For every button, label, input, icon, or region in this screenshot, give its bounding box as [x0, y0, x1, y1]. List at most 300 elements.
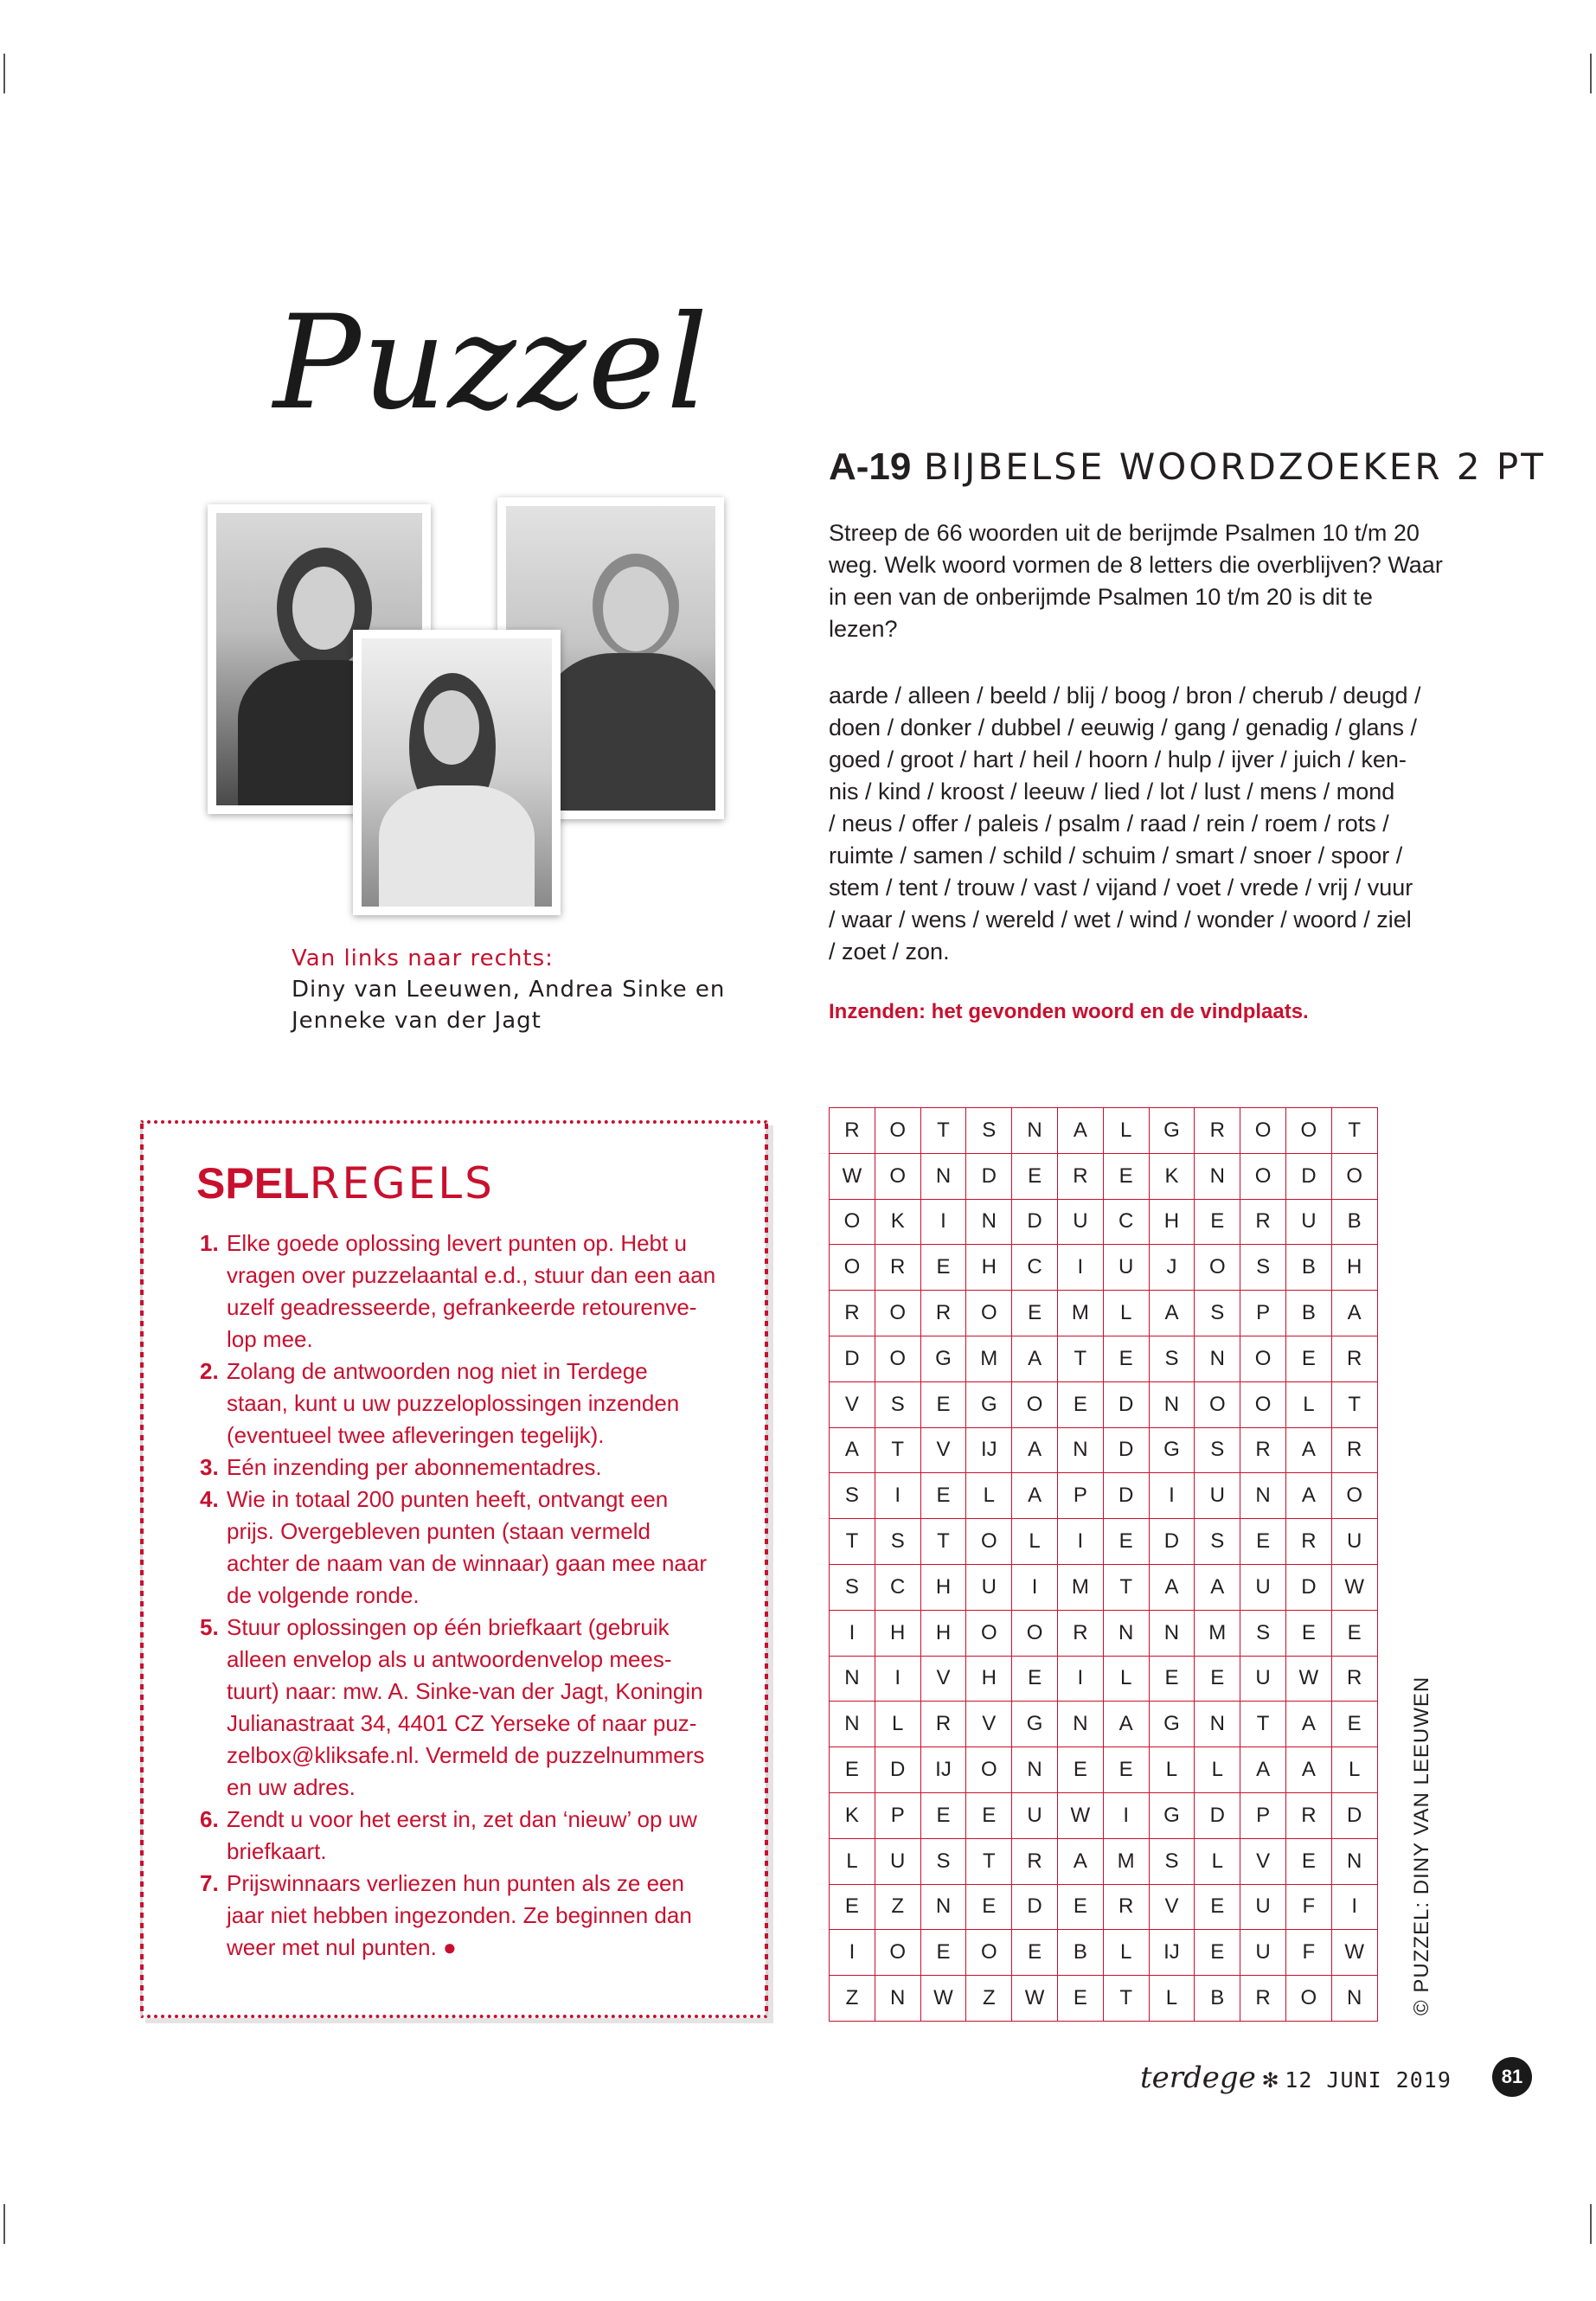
rule-number: 3. [200, 1454, 219, 1480]
grid-cell[interactable]: O [875, 1108, 920, 1154]
grid-cell[interactable]: P [1057, 1473, 1103, 1519]
grid-cell[interactable]: E [1057, 1747, 1103, 1793]
crop-mark [3, 54, 5, 93]
grid-cell[interactable]: W [1331, 1564, 1377, 1610]
grid-cell[interactable]: L [1012, 1519, 1058, 1565]
grid-cell[interactable]: D [1195, 1792, 1240, 1838]
grid-cell[interactable]: H [875, 1610, 920, 1656]
grid-cell[interactable]: D [1149, 1519, 1195, 1565]
grid-cell[interactable]: D [875, 1747, 920, 1793]
grid-cell[interactable]: L [1103, 1291, 1149, 1336]
grid-cell[interactable]: V [966, 1702, 1012, 1747]
grid-cell[interactable]: D [1331, 1792, 1377, 1838]
grid-cell[interactable]: T [1103, 1564, 1149, 1610]
grid-cell[interactable]: U [1240, 1656, 1286, 1702]
grid-cell[interactable]: R [1103, 1884, 1149, 1930]
grid-cell[interactable]: S [1149, 1838, 1195, 1884]
rule-text-line: achter de naam van de winnaar) gaan mee naar [227, 1550, 708, 1576]
grid-cell[interactable]: T [1103, 1976, 1149, 2022]
grid-cell[interactable]: O [966, 1930, 1012, 1976]
grid-cell[interactable]: O [1285, 1108, 1331, 1154]
grid-cell[interactable]: S [1195, 1291, 1240, 1336]
grid-cell[interactable]: IJ [920, 1747, 966, 1793]
grid-cell[interactable]: I [1103, 1792, 1149, 1838]
puzzle-credit: © PUZZEL: DINY VAN LEEUWEN [1410, 1676, 1433, 2016]
grid-cell[interactable]: S [1149, 1336, 1195, 1381]
grid-cell[interactable]: G [1149, 1427, 1195, 1473]
grid-cell[interactable]: U [1240, 1564, 1286, 1610]
page-footer [1140, 2061, 1452, 2095]
grid-cell[interactable]: D [1012, 1884, 1058, 1930]
rule-item [200, 1227, 719, 1356]
grid-row [830, 1519, 1378, 1565]
grid-cell[interactable]: L [1103, 1930, 1149, 1976]
grid-cell[interactable]: N [875, 1976, 920, 2022]
grid-cell[interactable]: V [830, 1381, 875, 1427]
grid-cell[interactable]: I [1057, 1656, 1103, 1702]
grid-cell[interactable]: O [1195, 1245, 1240, 1291]
grid-cell[interactable]: E [830, 1747, 875, 1793]
crop-mark [3, 2204, 5, 2244]
grid-cell[interactable]: S [1195, 1519, 1240, 1565]
grid-cell[interactable]: L [1149, 1976, 1195, 2022]
rule-text-line: staan, kunt u uw puzzeloplossingen inzenden [227, 1390, 680, 1416]
rule-number: 2. [200, 1358, 219, 1384]
grid-cell[interactable]: E [830, 1884, 875, 1930]
grid-cell[interactable]: Z [966, 1976, 1012, 2022]
grid-cell[interactable]: E [1012, 1656, 1058, 1702]
grid-cell[interactable]: T [875, 1427, 920, 1473]
grid-cell[interactable]: U [1195, 1473, 1240, 1519]
grid-cell[interactable]: D [966, 1153, 1012, 1199]
grid-cell[interactable]: A [1012, 1473, 1058, 1519]
rule-text-line: zelbox@kliksafe.nl. Vermeld de puzzelnummers [227, 1742, 705, 1768]
grid-row [830, 1427, 1378, 1473]
rule-text-line: Wie in totaal 200 punten heeft, ontvangt een [227, 1486, 669, 1512]
grid-row [830, 1792, 1378, 1838]
grid-cell[interactable]: S [966, 1108, 1012, 1154]
grid-cell[interactable]: E [1103, 1336, 1149, 1381]
grid-cell[interactable]: N [1012, 1747, 1058, 1793]
grid-cell[interactable]: L [1195, 1747, 1240, 1793]
grid-row [830, 1199, 1378, 1245]
grid-cell[interactable]: E [1195, 1199, 1240, 1245]
grid-cell[interactable]: U [1012, 1792, 1058, 1838]
grid-cell[interactable]: R [1195, 1108, 1240, 1154]
grid-cell[interactable]: G [1012, 1702, 1058, 1747]
grid-cell[interactable]: H [920, 1610, 966, 1656]
grid-cell[interactable]: E [920, 1473, 966, 1519]
grid-cell[interactable]: E [966, 1884, 1012, 1930]
grid-cell[interactable]: S [830, 1473, 875, 1519]
grid-row [830, 1245, 1378, 1291]
rules-title [196, 1158, 495, 1208]
grid-cell[interactable]: D [1285, 1153, 1331, 1199]
grid-cell[interactable]: L [1195, 1838, 1240, 1884]
grid-cell[interactable]: Z [875, 1884, 920, 1930]
word-search-grid [829, 1107, 1378, 2022]
grid-cell[interactable]: E [1195, 1884, 1240, 1930]
grid-cell[interactable]: V [920, 1656, 966, 1702]
grid-cell[interactable]: N [920, 1153, 966, 1199]
grid-cell[interactable]: U [1057, 1199, 1103, 1245]
grid-cell[interactable]: S [1195, 1427, 1240, 1473]
grid-cell[interactable]: IJ [1149, 1930, 1195, 1976]
grid-cell[interactable]: W [920, 1976, 966, 2022]
grid-cell[interactable]: O [966, 1519, 1012, 1565]
grid-cell[interactable]: E [1057, 1976, 1103, 2022]
grid-cell[interactable]: O [875, 1336, 920, 1381]
grid-cell[interactable]: R [1240, 1199, 1286, 1245]
grid-cell[interactable]: E [1012, 1930, 1058, 1976]
grid-cell[interactable]: N [1240, 1473, 1286, 1519]
grid-cell[interactable]: O [1331, 1473, 1377, 1519]
grid-row [830, 1291, 1378, 1336]
grid-cell[interactable]: N [1012, 1108, 1058, 1154]
word-list-line: / neus / offer / paleis / psalm / raad / rein / roem / rots / [829, 811, 1389, 836]
word-list [829, 680, 1443, 968]
grid-cell[interactable]: G [1149, 1792, 1195, 1838]
grid-cell[interactable]: O [875, 1291, 920, 1336]
grid-cell[interactable]: G [966, 1381, 1012, 1427]
grid-cell[interactable]: M [1057, 1291, 1103, 1336]
grid-cell[interactable]: U [966, 1564, 1012, 1610]
grid-cell[interactable]: R [1285, 1519, 1331, 1565]
grid-cell[interactable]: I [1057, 1519, 1103, 1565]
grid-row [830, 1976, 1378, 2022]
grid-cell[interactable]: P [1240, 1291, 1286, 1336]
grid-cell[interactable]: R [1057, 1610, 1103, 1656]
grid-cell[interactable]: A [1331, 1291, 1377, 1336]
rule-item [200, 1484, 719, 1612]
grid-cell[interactable]: L [1149, 1747, 1195, 1793]
grid-cell[interactable]: R [920, 1291, 966, 1336]
page-title: Puzzel [273, 288, 710, 439]
rule-item [200, 1452, 719, 1484]
rule-text-line: weer met nul punten. ● [227, 1934, 457, 1960]
grid-cell[interactable]: F [1285, 1930, 1331, 1976]
grid-cell[interactable]: D [1103, 1381, 1149, 1427]
magazine-brand: terdege [1140, 2061, 1256, 2095]
rule-item [200, 1612, 719, 1804]
grid-cell[interactable]: L [1103, 1108, 1149, 1154]
grid-cell[interactable]: N [1331, 1838, 1377, 1884]
grid-cell[interactable]: W [1285, 1656, 1331, 1702]
grid-cell[interactable]: E [920, 1381, 966, 1427]
rule-text-line: en uw adres. [227, 1774, 356, 1800]
grid-cell[interactable]: A [1057, 1108, 1103, 1154]
grid-cell[interactable]: N [1103, 1610, 1149, 1656]
grid-cell[interactable]: N [920, 1884, 966, 1930]
grid-cell[interactable]: N [1195, 1153, 1240, 1199]
grid-cell[interactable]: E [1285, 1838, 1331, 1884]
grid-cell[interactable]: T [1240, 1702, 1286, 1747]
grid-cell[interactable]: R [1057, 1153, 1103, 1199]
grid-cell[interactable]: B [1285, 1291, 1331, 1336]
rule-text-line: tuurt) naar: mw. A. Sinke-van der Jagt, Koningin [227, 1678, 703, 1704]
grid-cell[interactable]: H [966, 1656, 1012, 1702]
grid-cell[interactable]: T [920, 1519, 966, 1565]
grid-cell[interactable]: U [1285, 1199, 1331, 1245]
grid-cell[interactable]: O [966, 1291, 1012, 1336]
grid-cell[interactable]: E [1285, 1336, 1331, 1381]
grid-cell[interactable]: L [1103, 1656, 1149, 1702]
grid-cell[interactable]: T [1331, 1381, 1377, 1427]
grid-cell[interactable]: A [1149, 1564, 1195, 1610]
grid-cell[interactable]: N [1149, 1610, 1195, 1656]
grid-cell[interactable]: A [1285, 1427, 1331, 1473]
grid-cell[interactable]: A [1103, 1702, 1149, 1747]
grid-cell[interactable]: U [1240, 1884, 1286, 1930]
grid-cell[interactable]: R [920, 1702, 966, 1747]
grid-cell[interactable]: Z [830, 1976, 875, 2022]
grid-cell[interactable]: L [1285, 1381, 1331, 1427]
grid-cell[interactable]: O [1240, 1381, 1286, 1427]
grid-cell[interactable]: W [1012, 1976, 1058, 2022]
grid-cell[interactable]: N [830, 1702, 875, 1747]
grid-cell[interactable]: R [1240, 1427, 1286, 1473]
caption-names: Jenneke van der Jagt [292, 1008, 542, 1034]
rule-number: 6. [200, 1806, 219, 1832]
page-number: 81 [1492, 2057, 1532, 2097]
grid-cell[interactable]: I [830, 1930, 875, 1976]
word-list-line: stem / tent / trouw / vast / vijand / voet / vrede / vrij / vuur [829, 875, 1413, 901]
grid-cell[interactable]: G [920, 1336, 966, 1381]
grid-cell[interactable]: I [920, 1199, 966, 1245]
grid-cell[interactable]: B [1285, 1245, 1331, 1291]
grid-cell[interactable]: C [875, 1564, 920, 1610]
grid-cell[interactable]: D [1012, 1199, 1058, 1245]
puzzle-intro: Streep de 66 woorden uit de berijmde Psalmen 10 t/m 20 weg. Welk woord vormen de 8 letters die overblijven? Waar in een van de onberijmde Psalmen 10 t/m 20 is dit te lezen? [829, 520, 1443, 642]
grid-cell[interactable]: L [966, 1473, 1012, 1519]
grid-row [830, 1610, 1378, 1656]
grid-cell[interactable]: D [1103, 1473, 1149, 1519]
grid-cell[interactable]: E [1195, 1656, 1240, 1702]
grid-cell[interactable]: A [830, 1427, 875, 1473]
grid-cell[interactable]: U [875, 1838, 920, 1884]
grid-cell[interactable]: E [1103, 1519, 1149, 1565]
grid-cell[interactable]: M [1057, 1564, 1103, 1610]
grid-cell[interactable]: L [1331, 1747, 1377, 1793]
grid-cell[interactable]: E [1331, 1702, 1377, 1747]
caption-heading: Van links naar rechts: [292, 945, 554, 971]
grid-cell[interactable]: S [920, 1838, 966, 1884]
grid-cell[interactable]: W [1331, 1930, 1377, 1976]
grid-cell[interactable]: D [1103, 1427, 1149, 1473]
grid-cell[interactable]: E [920, 1245, 966, 1291]
grid-cell[interactable]: R [830, 1291, 875, 1336]
grid-row [830, 1702, 1378, 1747]
grid-cell[interactable]: O [1012, 1381, 1058, 1427]
grid-cell[interactable]: B [1195, 1976, 1240, 2022]
grid-cell[interactable]: I [1149, 1473, 1195, 1519]
grid-cell[interactable]: B [1331, 1199, 1377, 1245]
grid-cell[interactable]: S [875, 1381, 920, 1427]
grid-cell[interactable]: R [1285, 1792, 1331, 1838]
grid-cell[interactable]: N [1057, 1702, 1103, 1747]
grid-cell[interactable]: I [1012, 1564, 1058, 1610]
grid-cell[interactable]: A [1240, 1747, 1286, 1793]
grid-cell[interactable]: S [875, 1519, 920, 1565]
grid-cell[interactable]: D [830, 1336, 875, 1381]
rule-item [200, 1356, 719, 1452]
grid-cell[interactable]: I [1331, 1884, 1377, 1930]
grid-cell[interactable]: O [1240, 1336, 1286, 1381]
grid-cell[interactable]: E [1331, 1610, 1377, 1656]
grid-cell[interactable]: U [1240, 1930, 1286, 1976]
grid-cell[interactable]: O [875, 1930, 920, 1976]
grid-cell[interactable]: K [1149, 1153, 1195, 1199]
grid-cell[interactable]: N [966, 1199, 1012, 1245]
grid-cell[interactable]: V [920, 1427, 966, 1473]
grid-cell[interactable]: R [1331, 1656, 1377, 1702]
grid-cell[interactable]: N [1195, 1336, 1240, 1381]
grid-cell[interactable]: O [1195, 1381, 1240, 1427]
grid-cell[interactable]: R [830, 1108, 875, 1154]
grid-cell[interactable]: I [875, 1473, 920, 1519]
grid-cell[interactable]: F [1285, 1884, 1331, 1930]
grid-cell[interactable]: P [875, 1792, 920, 1838]
photo-caption [292, 943, 725, 1036]
grid-cell[interactable]: O [966, 1610, 1012, 1656]
grid-row [830, 1153, 1378, 1199]
crop-mark [1590, 2204, 1592, 2244]
rule-text-line: uzelf geadresseerde, gefrankeerde retourenve- [227, 1294, 697, 1320]
grid-cell[interactable]: O [830, 1245, 875, 1291]
grid-cell[interactable]: A [1012, 1427, 1058, 1473]
grid-cell[interactable]: P [1240, 1792, 1286, 1838]
grid-cell[interactable]: S [1240, 1245, 1286, 1291]
grid-cell[interactable]: N [1149, 1381, 1195, 1427]
grid-cell[interactable]: B [1057, 1930, 1103, 1976]
rule-text-line: briefkaart. [227, 1838, 327, 1864]
grid-cell[interactable]: R [1012, 1838, 1058, 1884]
grid-cell[interactable]: C [1103, 1199, 1149, 1245]
puzzle-code: A-19 [829, 445, 912, 488]
grid-cell[interactable]: M [1103, 1838, 1149, 1884]
grid-cell[interactable]: T [920, 1108, 966, 1154]
grid-row [830, 1381, 1378, 1427]
grid-cell[interactable]: A [1012, 1336, 1058, 1381]
grid-cell[interactable]: E [920, 1930, 966, 1976]
rule-text-line: lop mee. [227, 1326, 313, 1352]
grid-row [830, 1656, 1378, 1702]
grid-cell[interactable]: S [1240, 1610, 1286, 1656]
grid-cell[interactable]: W [830, 1153, 875, 1199]
grid-cell[interactable]: O [966, 1747, 1012, 1793]
grid-cell[interactable]: K [830, 1792, 875, 1838]
grid-cell[interactable]: T [1331, 1108, 1377, 1154]
grid-cell[interactable]: G [1149, 1702, 1195, 1747]
grid-cell[interactable]: H [1149, 1199, 1195, 1245]
grid-cell[interactable]: E [966, 1792, 1012, 1838]
grid-cell[interactable]: A [1285, 1473, 1331, 1519]
grid-cell[interactable]: T [830, 1519, 875, 1565]
grid-cell[interactable]: R [1331, 1427, 1377, 1473]
grid-cell[interactable]: A [1149, 1291, 1195, 1336]
grid-cell[interactable]: R [875, 1245, 920, 1291]
grid-cell[interactable]: T [966, 1838, 1012, 1884]
grid-cell[interactable]: O [1240, 1153, 1286, 1199]
grid-cell[interactable]: C [1012, 1245, 1058, 1291]
grid-cell[interactable]: W [1057, 1792, 1103, 1838]
grid-cell[interactable]: O [1331, 1153, 1377, 1199]
word-list-line: goed / groot / hart / heil / hoorn / hulp / ijver / juich / ken- [829, 747, 1407, 772]
rule-item [200, 1804, 719, 1868]
grid-cell[interactable]: N [830, 1656, 875, 1702]
grid-cell[interactable]: L [830, 1838, 875, 1884]
grid-cell[interactable]: O [830, 1199, 875, 1245]
grid-cell[interactable]: E [1103, 1153, 1149, 1199]
grid-cell[interactable]: J [1149, 1245, 1195, 1291]
grid-cell[interactable]: E [1057, 1381, 1103, 1427]
grid-cell[interactable]: A [1285, 1747, 1331, 1793]
grid-cell[interactable]: M [1195, 1610, 1240, 1656]
grid-row [830, 1930, 1378, 1976]
grid-cell[interactable]: T [1057, 1336, 1103, 1381]
grid-cell[interactable]: E [1149, 1656, 1195, 1702]
grid-cell[interactable]: R [1240, 1976, 1286, 2022]
grid-cell[interactable]: A [1285, 1702, 1331, 1747]
rule-text-line: (eventueel twee afleveringen tegelijk). [227, 1422, 605, 1448]
grid-cell[interactable]: N [1331, 1976, 1377, 2022]
grid-cell[interactable]: E [1195, 1930, 1240, 1976]
grid-cell[interactable]: O [875, 1153, 920, 1199]
grid-cell[interactable]: E [1012, 1153, 1058, 1199]
grid-cell[interactable]: S [830, 1564, 875, 1610]
grid-cell[interactable]: O [1285, 1976, 1331, 2022]
grid-cell[interactable]: A [1195, 1564, 1240, 1610]
grid-cell[interactable]: M [966, 1336, 1012, 1381]
rules-title-rest: REGELS [309, 1158, 495, 1208]
grid-cell[interactable]: O [1240, 1108, 1286, 1154]
rule-text-line: vragen over puzzelaantal e.d., stuur dan een aan [227, 1262, 716, 1288]
grid-cell[interactable]: L [875, 1702, 920, 1747]
rule-text-line: Eén inzending per abonnementadres. [227, 1454, 602, 1480]
grid-cell[interactable]: E [1012, 1291, 1058, 1336]
grid-cell[interactable]: E [1057, 1884, 1103, 1930]
grid-cell[interactable]: U [1103, 1245, 1149, 1291]
grid-cell[interactable]: U [1331, 1519, 1377, 1565]
grid-cell[interactable]: E [1103, 1747, 1149, 1793]
grid-cell[interactable]: E [1240, 1519, 1286, 1565]
submission-instruction: Inzenden: het gevonden woord en de vindplaats. [829, 1000, 1309, 1023]
grid-cell[interactable]: E [1285, 1610, 1331, 1656]
grid-cell[interactable]: V [1240, 1838, 1286, 1884]
grid-cell[interactable]: A [1057, 1838, 1103, 1884]
grid-cell[interactable]: E [920, 1792, 966, 1838]
rule-text-line: Zolang de antwoorden nog niet in Terdege [227, 1358, 648, 1384]
crop-mark [1590, 54, 1592, 93]
grid-cell[interactable]: K [875, 1199, 920, 1245]
rule-text-line: Elke goede oplossing levert punten op. Hebt u [227, 1230, 687, 1256]
grid-cell[interactable]: H [920, 1564, 966, 1610]
grid-cell[interactable]: H [966, 1245, 1012, 1291]
grid-cell[interactable]: I [830, 1610, 875, 1656]
word-list-line: nis / kind / kroost / leeuw / lied / lot / lust / mens / mond [829, 779, 1395, 804]
grid-cell[interactable]: H [1331, 1245, 1377, 1291]
grid-cell[interactable]: D [1285, 1564, 1331, 1610]
grid-cell[interactable]: R [1331, 1336, 1377, 1381]
grid-cell[interactable]: N [1195, 1702, 1240, 1747]
grid-cell[interactable]: IJ [966, 1427, 1012, 1473]
grid-cell[interactable]: O [1012, 1610, 1058, 1656]
grid-cell[interactable]: G [1149, 1108, 1195, 1154]
grid-cell[interactable]: N [1057, 1427, 1103, 1473]
grid-cell[interactable]: I [1057, 1245, 1103, 1291]
grid-cell[interactable]: I [875, 1656, 920, 1702]
grid-cell[interactable]: V [1149, 1884, 1195, 1930]
